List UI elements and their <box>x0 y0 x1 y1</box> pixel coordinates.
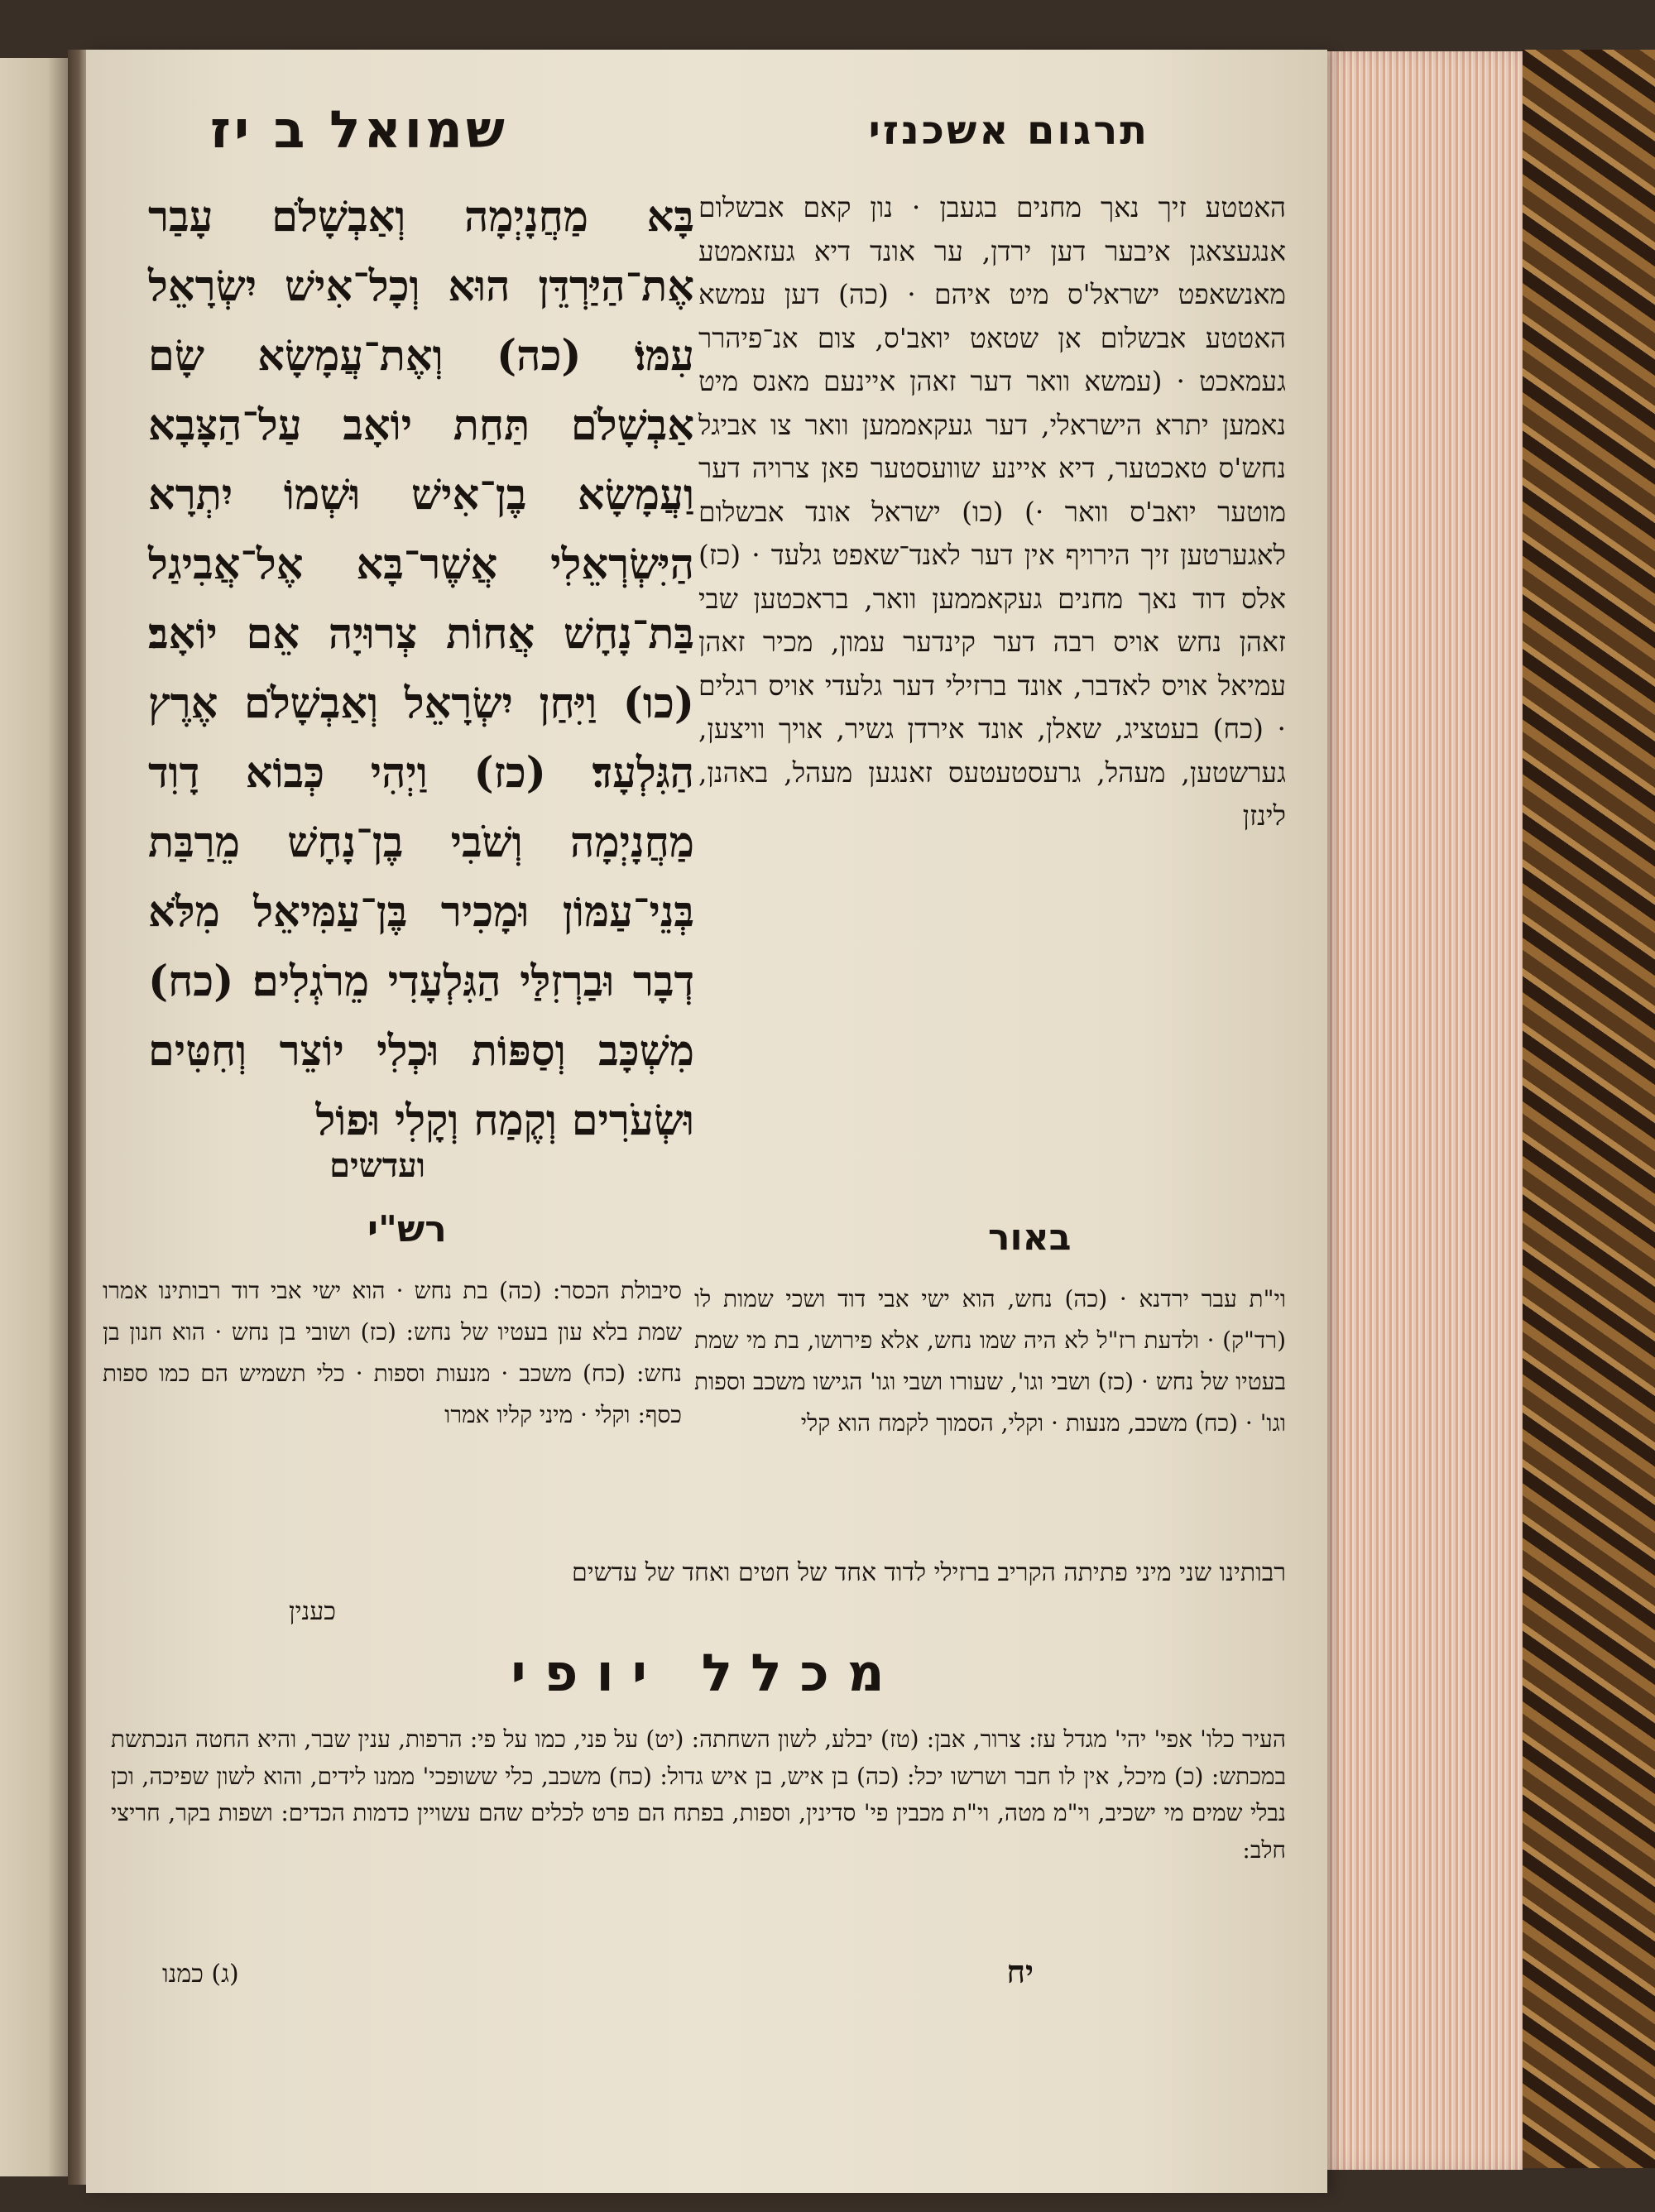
running-head-translation: תרגום אשכנזי <box>868 108 1149 154</box>
biur-commentary: וי"ת עבר ירדנא · (כה) נחש, הוא ישי אבי דוד ושכי שמות לו (רד"ק) · ולדעת רז"ל לא היה שמו נחש, אלא פירושו, בת מי שמת בעטיו של נחש · (כז) ושבי וגו', שעורו ושבי וגו' הגישו משכב וספות וגו' · (כח) משכב, מנעות · וקלי, הסמוך לקמח הוא קלי <box>694 1285 1286 1437</box>
rashi-heading: רש"י <box>367 1208 447 1250</box>
catchword: (ג) כמנו <box>162 1960 239 1989</box>
book-gutter <box>68 50 86 2185</box>
rashi-commentary-continued: רבותינו שני מיני פתיתה הקריב ברזילי לדוד אחד של חטים ואחד של עדשים <box>571 1558 1286 1587</box>
mikhlal-yofi-text: העיר כלו' אפי' יהי' מגדל עז: צרור, אבן: (טז) יבלע, לשון השחתה: (יט) על פני, כמו על פי: הרפות, ענין שבר, והיא החטה הנכתשת במכתש: (כ) מיכל, אין לו חבר ושרשו יכל: (כה) בן איש, בן איש גדול: (כח) משכב, כלי ששופכי' ממנו לידים, והוא לשון שפיכה, וכן נבלי שמים מי ישכיב, וי"מ מטה, וי"ת מכבין פי' סדינין, וספות, בפתח הם פרט לכלים שהם עשויין כדמות הכדים: ושפות בקר, חריצי חלב: <box>111 1725 1287 1864</box>
marbled-cover <box>1523 50 1655 2168</box>
page-footer <box>86 1953 1327 2003</box>
hebrew-catchline: ועדשים <box>329 1146 425 1185</box>
running-head <box>86 83 1327 174</box>
facing-page-edge <box>0 58 68 2176</box>
rashi-commentary-end: כענין <box>289 1597 336 1626</box>
biur-heading: באור <box>988 1216 1072 1259</box>
targum-text-column: האטטע זיך נאך מחנים בגעבן · נון קאם אבשלום אנגעצאגן איבער דען ירדן, ער אונד דיא געזאמטע מאנשאפט ישראל'ס מיט איהם · (כה) דען עמשא האטטע אבשלום אן שטאט יואב'ס, צום אנ־פיהרר געמאכט · (עמשא וואר דער זאהן איינעם מאנס מיט נאמען יתרא הישראלי, דער געקאממען וואר צו אביגל נחש'ס טאכטער, דיא איינע שוועסטער פאן צרויה דער מוטער יואב'ס וואר ·) (כו) ישראל אונד אבשלום לאגערטען זיך הירויף אין דער לאנד־שאפט גלעד · (כז) אלס דוד נאך מחנים געקאממען וואר, בראכטען שבי זאהן נחש אויס רבה דער קינדער עמון, מכיר זאהן עמיאל אויס לאדבר, אונד ברזילי דער גלעדי אויס רגלים · (כח) בעטציג, שאלן, אונד אירדן גשיר, אויך וויצען, גערשטען, מעהל, גרעסטעטעס זאנגען מעהל, באהנן, לינזן <box>698 191 1286 832</box>
page-edges <box>1307 51 1523 2170</box>
book-page <box>86 50 1327 2193</box>
running-head-book: שמואל ב יז <box>210 99 508 160</box>
hebrew-text-column: בָּא מַחֲנָיְמָה וְאַבְשָׁלֹם עָבַר אֶת־הַיַּרְדֵּן הוּא וְכָל־אִישׁ יִשְׂרָאֵל עִמּוֹ׃ (כה) וְאֶת־עֲמָשָׂא שָׂם אַבְשָׁלֹם תַּחַת יוֹאָב עַל־הַצָּבָא וַעֲמָשָׂא בֶן־אִישׁ וּשְׁמוֹ יִתְרָא הַיִּשְׂרְאֵלִי אֲשֶׁר־בָּא אֶל־אֲבִיגַל בַּת־נָחָשׁ אֲחוֹת צְרוּיָה אֵם יוֹאָב׃ (כו) וַיִּחַן יִשְׂרָאֵל וְאַבְשָׁלֹם אֶרֶץ הַגִּלְעָד׃ (כז) וַיְהִי כְּבוֹא דָוִד מַחֲנָיְמָה וְשֹׁבִי בֶן־נָחָשׁ מֵרַבַּת בְּנֵי־עַמּוֹן וּמָכִיר בֶּן־עַמִּיאֵל מִלֹּא דְבָר וּבַרְזִלַּי הַגִּלְעָדִי מֵרֹגְלִים׃ (כח) מִשְׁכָּב וְסַפּוֹת וּכְלִי יוֹצֵר וְחִטִּים וּשְׂעֹרִים וְקֶמַח וְקָלִי וּפוֹל <box>148 192 694 1145</box>
mikhlal-yofi-heading: מכלל יופי <box>511 1643 903 1703</box>
rashi-commentary: סיבולת הכסר: (כה) בת נחש · הוא ישי אבי דוד רבותינו אמרו שמת בלא עון בעטיו של נחש: (כז) ושובי בן נחש · הוא חנון בן נחש: (כח) משכב · מנעות וספות · כלי תשמיש הם כמו ספות כסף: וקלי · מיני קליו אמרו <box>103 1277 682 1428</box>
signature-mark: יח <box>1006 1953 1034 1990</box>
